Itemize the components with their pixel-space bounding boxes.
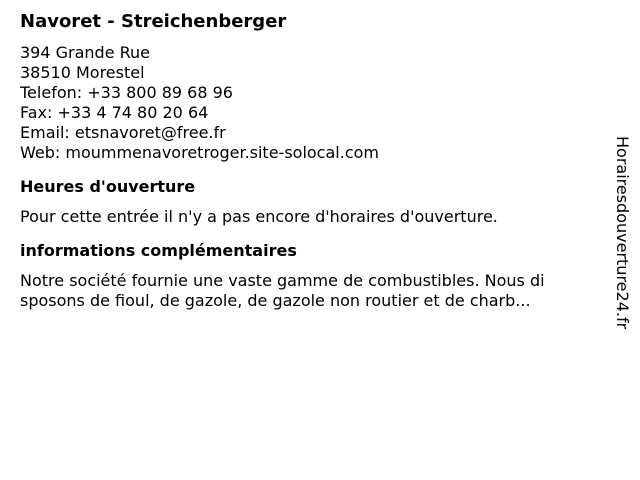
email-line[interactable]: Email: etsnavoret@free.fr — [20, 123, 226, 142]
business-listing — [20, 10, 600, 311]
additional-info-heading: informations complémentaires — [20, 241, 297, 260]
side-brand — [610, 136, 634, 344]
additional-info-text — [20, 271, 600, 311]
business-name: Navoret - Streichenberger — [20, 11, 287, 32]
address-city: 38510 Morestel — [20, 63, 145, 82]
opening-hours-heading: Heures d'ouverture — [20, 177, 196, 196]
opening-hours-text-line: Pour cette entrée il n'y a pas encore d'horaires d'ouverture. — [20, 207, 498, 226]
web-line[interactable]: Web: moummenavoretroger.site-solocal.com — [20, 143, 379, 162]
fax-line: Fax: +33 4 74 80 20 64 — [20, 103, 209, 122]
additional-info-line-1: Notre société fournie une vaste gamme de combustibles. Nous di — [20, 271, 545, 290]
additional-info-line-2: sposons de fioul, de gazole, de gazole non routier et de charb... — [20, 291, 531, 310]
address-street: 394 Grande Rue — [20, 43, 151, 62]
side-brand-text: Horairesdouverture24.fr — [613, 136, 632, 330]
opening-hours-text — [20, 207, 600, 227]
phone-line[interactable]: Telefon: +33 800 89 68 96 — [20, 83, 233, 102]
